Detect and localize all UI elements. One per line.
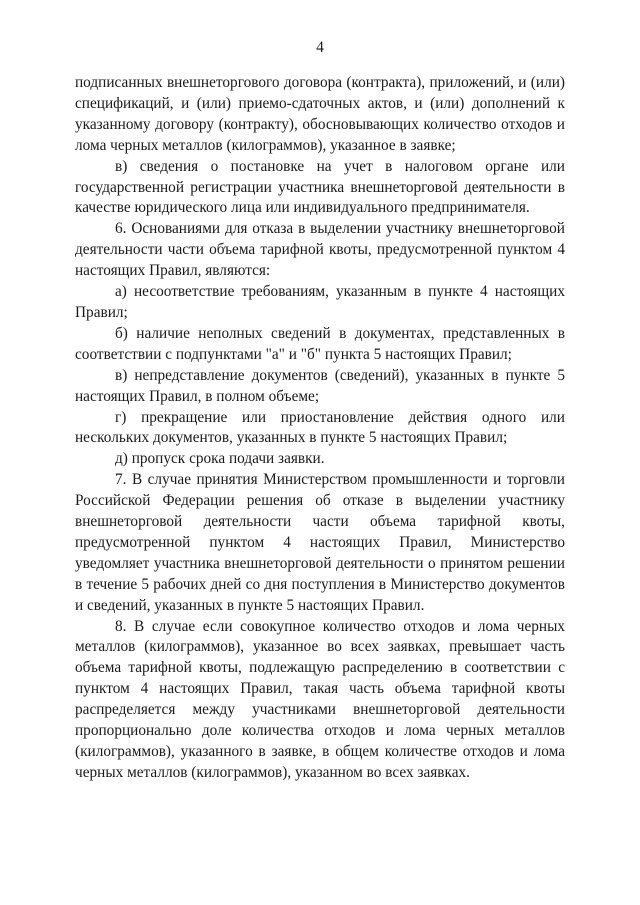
page-number: 4 bbox=[316, 39, 324, 56]
paragraph-continuation: подписанных внешнеторгового договора (контракта), приложений, и (или) спецификаций, и (или) приемо-сдаточных актов, и (или) дополнений к указанному договору (контракту), обосновывающих количество отходов и лома черных металлов (килограммов), указанное в заявке; bbox=[75, 74, 565, 154]
paragraph-clause-6: 6. Основаниями для отказа в выделении участнику внешнеторговой деятельности части объема тарифной квоты, предусмотренной пунктом 4 настоящих Правил, являются: bbox=[75, 220, 565, 280]
paragraph-item-v: в) непредставление документов (сведений), указанных в пункте 5 настоящих Правил, в полном объеме; bbox=[75, 366, 565, 405]
paragraph-clause-7: 7. В случае принятия Министерством промышленности и торговли Российской Федерации решения об отказе в выделении участнику внешнеторговой деятельности части объема тарифной квоты, предусмотренной пунктом 4 настоящих Правил, Министерство уведомляет участника внешнеторговой деятельности о принятом решении в течение 5 рабочих дней со дня поступления в Министерство документов и сведений, указанных в пункте 5 настоящих Правил. bbox=[75, 471, 565, 614]
paragraph-item-b: б) наличие неполных сведений в документах, представленных в соответствии с подпунктами "а" и "б" пункта 5 настоящих Правил; bbox=[75, 324, 565, 363]
paragraph-item-a: а) несоответствие требованиям, указанным в пункте 4 настоящих Правил; bbox=[75, 283, 565, 321]
paragraph-item-g: г) прекращение или приостановление действия одного или нескольких документов, указанных в пункте 5 настоящих Правил; bbox=[75, 408, 565, 447]
paragraph-item-d: д) пропуск срока подачи заявки. bbox=[115, 450, 325, 468]
paragraph-item-v-registration: в) сведения о постановке на учет в налоговом органе или государственной регистрации участника внешнеторговой деятельности в качестве юридического лица или индивидуального предпринимателя. bbox=[75, 157, 565, 217]
document-body bbox=[75, 73, 565, 784]
paragraph-clause-8: 8. В случае если совокупное количество отходов и лома черных металлов (килограммов), указанное во всех заявках, превышает часть объема тарифной квоты, подлежащую распределению в соответствии с пунктом 4 настоящих Правил, такая часть объема тарифной квоты распределяется между участниками внешнеторговой деятельности пропорционально доле количества отходов и лома черных металлов (килограммов), указанного в заявке, в общем количестве отходов и лома черных металлов (килограммов), указанном во всех заявках. bbox=[75, 617, 565, 781]
